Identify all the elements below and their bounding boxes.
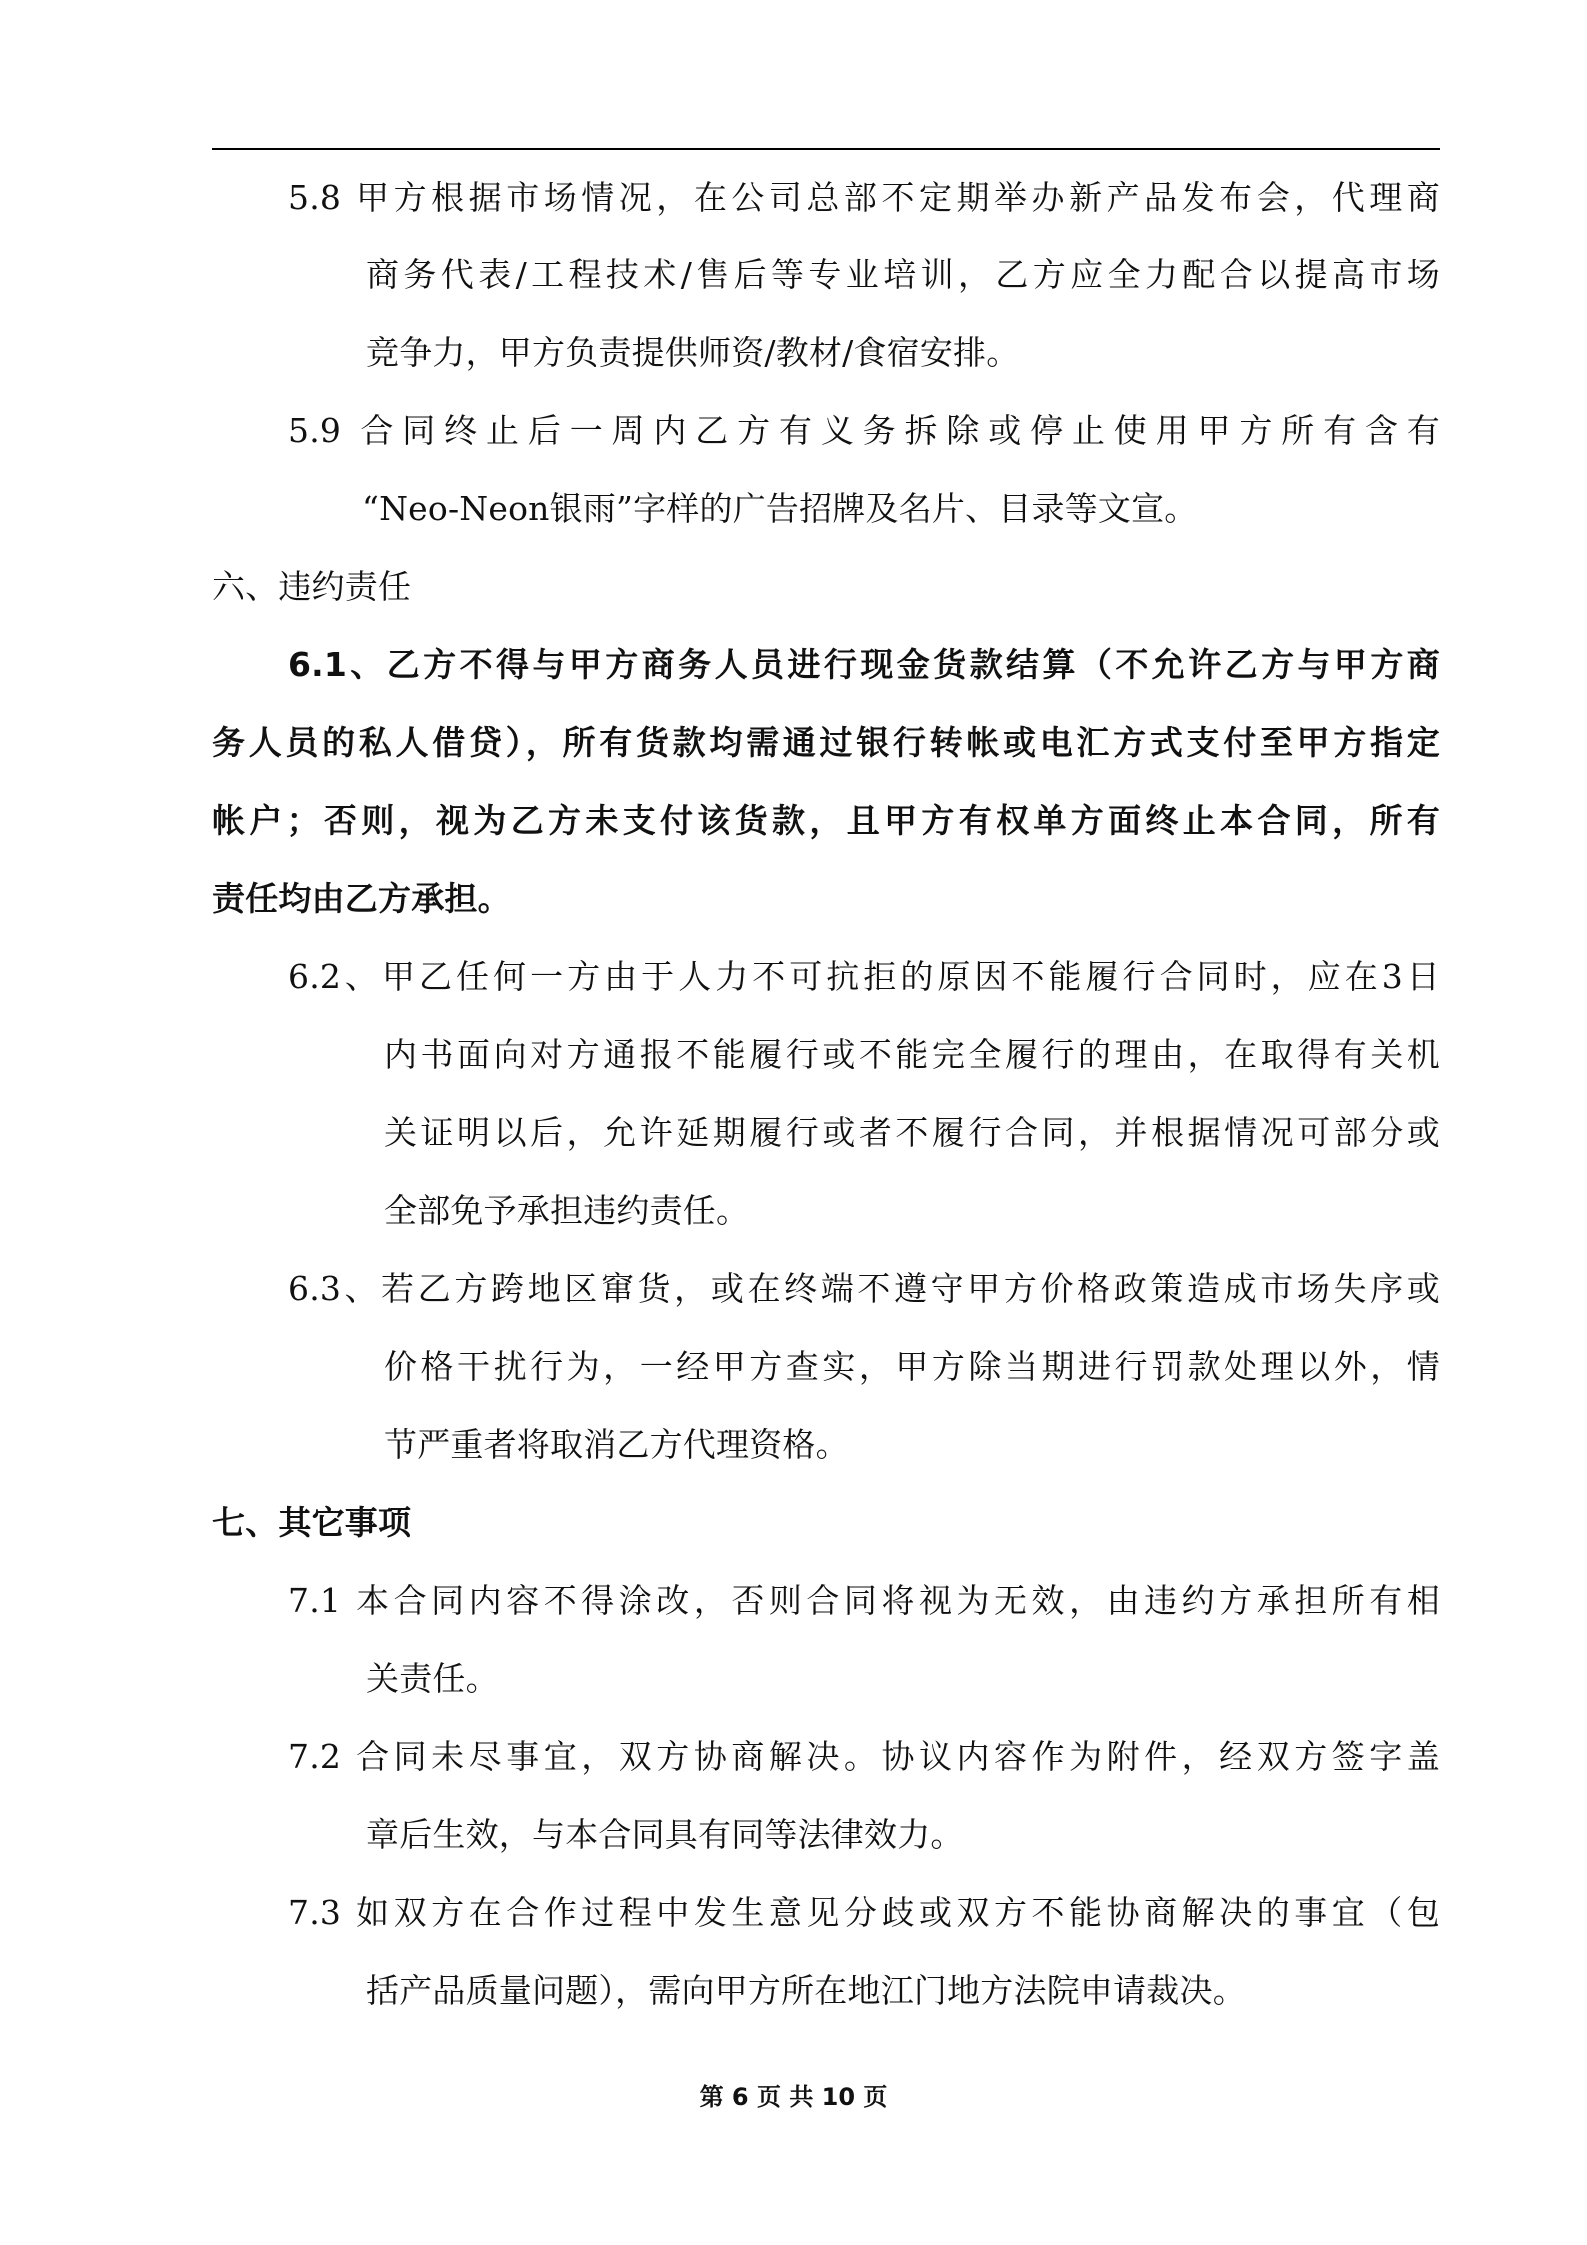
clause-6-1-line-2: 务人员的私人借贷），所有货款均需通过银行转帐或电汇方式支付至甲方指定 bbox=[212, 723, 1440, 762]
page-number: 第 6 页 共 10 页 bbox=[699, 2083, 888, 2111]
section-7-heading: 七、其它事项 bbox=[212, 1503, 412, 1542]
clause-6-1-line-1: 6.1、乙方不得与甲方商务人员进行现金货款结算（不允许乙方与甲方商 bbox=[288, 645, 1440, 684]
clause-6-2-line-3: 关证明以后，允许延期履行或者不履行合同，并根据情况可部分或 bbox=[384, 1113, 1440, 1152]
clause-6-1-line-4: 责任均由乙方承担。 bbox=[212, 879, 511, 918]
clause-7-2-line-2: 章后生效，与本合同具有同等法律效力。 bbox=[366, 1815, 964, 1854]
clause-5-8-line-3: 竞争力，甲方负责提供师资/教材/食宿安排。 bbox=[366, 333, 1020, 372]
clause-6-2-line-4: 全部免予承担违约责任。 bbox=[384, 1191, 750, 1230]
clause-6-3-line-2: 价格干扰行为，一经甲方查实，甲方除当期进行罚款处理以外，情 bbox=[384, 1347, 1440, 1386]
clause-6-1-line-3: 帐户；否则，视为乙方未支付该货款，且甲方有权单方面终止本合同，所有 bbox=[212, 801, 1440, 840]
clause-5-9-line-1: 5.9 合同终止后一周内乙方有义务拆除或停止使用甲方所有含有 bbox=[288, 411, 1440, 450]
clause-5-9-line-2: “Neo-Neon银雨”字样的广告招牌及名片、目录等文宣。 bbox=[362, 489, 1198, 528]
clause-6-3-line-3: 节严重者将取消乙方代理资格。 bbox=[384, 1425, 849, 1464]
clause-5-8-line-1: 5.8 甲方根据市场情况，在公司总部不定期举办新产品发布会，代理商 bbox=[288, 178, 1440, 217]
header-rule bbox=[212, 148, 1440, 150]
clause-7-3-line-1: 7.3 如双方在合作过程中发生意见分歧或双方不能协商解决的事宜（包 bbox=[288, 1893, 1440, 1932]
clause-7-2-line-1: 7.2 合同未尽事宜，双方协商解决。协议内容作为附件，经双方签字盖 bbox=[288, 1737, 1440, 1776]
clause-6-2-line-1: 6.2、甲乙任何一方由于人力不可抗拒的原因不能履行合同时，应在3日 bbox=[288, 957, 1440, 996]
section-6-heading: 六、违约责任 bbox=[212, 567, 412, 606]
clause-7-1-line-1: 7.1 本合同内容不得涂改，否则合同将视为无效，由违约方承担所有相 bbox=[288, 1581, 1440, 1620]
clause-6-3-line-1: 6.3、若乙方跨地区窜货，或在终端不遵守甲方价格政策造成市场失序或 bbox=[288, 1269, 1440, 1308]
clause-7-3-line-2: 括产品质量问题），需向甲方所在地江门地方法院申请裁决。 bbox=[366, 1971, 1246, 2010]
clause-6-2-line-2: 内书面向对方通报不能履行或不能完全履行的理由，在取得有关机 bbox=[384, 1035, 1440, 1074]
clause-7-1-line-2: 关责任。 bbox=[366, 1659, 499, 1698]
clause-5-8-line-2: 商务代表/工程技术/售后等专业培训，乙方应全力配合以提高市场 bbox=[366, 255, 1440, 294]
